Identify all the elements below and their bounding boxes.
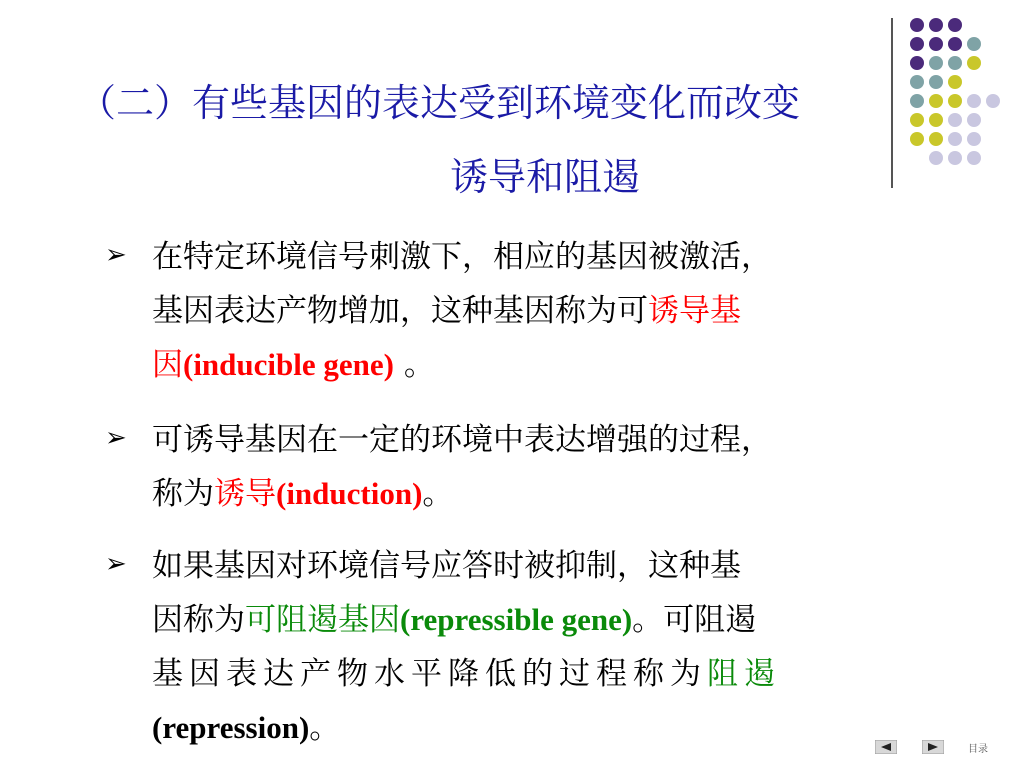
dot xyxy=(910,94,924,108)
dot xyxy=(948,75,962,89)
dot xyxy=(948,113,962,127)
dot xyxy=(929,37,943,51)
term-english: (inducible gene) xyxy=(183,347,394,382)
dot xyxy=(967,56,981,70)
slide-subtitle: 诱导和阻遏 xyxy=(450,155,641,199)
term-english: (induction) xyxy=(276,476,423,511)
term-highlight: 阻遏 xyxy=(707,656,781,692)
term-highlight: 诱导 xyxy=(214,476,276,512)
bullet-paragraph-3 xyxy=(152,539,952,755)
text-line: 在特定环境信号刺激下，相应的基因被激活， xyxy=(152,239,772,275)
previous-slide-button[interactable] xyxy=(875,740,897,754)
bullet-paragraph-2 xyxy=(152,413,952,521)
dot xyxy=(910,37,924,51)
text-line: 可诱导基因在一定的环境中表达增强的过程， xyxy=(152,422,772,458)
dot xyxy=(948,56,962,70)
contents-link[interactable]: 目录 xyxy=(968,744,988,755)
vertical-divider xyxy=(891,18,893,188)
dot xyxy=(948,37,962,51)
dot xyxy=(986,94,1000,108)
dot xyxy=(948,151,962,165)
dot xyxy=(910,56,924,70)
text-line: (repression)。 xyxy=(152,710,341,746)
text-line: 因称为可阻遏基因(repressible gene)。可阻遏 xyxy=(152,602,757,638)
dot xyxy=(967,113,981,127)
bullet-marker: ➢ xyxy=(105,423,127,453)
dot xyxy=(967,151,981,165)
term-highlight: 可阻遏基因 xyxy=(245,602,400,638)
dot xyxy=(929,113,943,127)
dot xyxy=(910,75,924,89)
text-line: 如果基因对环境信号应答时被抑制，这种基 xyxy=(152,548,741,584)
dot xyxy=(948,94,962,108)
dot xyxy=(929,132,943,146)
text-line: 因(inducible gene) 。 xyxy=(152,347,435,383)
dot xyxy=(910,113,924,127)
dot xyxy=(910,18,924,32)
bullet-marker: ➢ xyxy=(105,549,127,579)
dot xyxy=(929,94,943,108)
bullet-marker: ➢ xyxy=(105,240,127,270)
dot xyxy=(929,75,943,89)
dot xyxy=(948,18,962,32)
dot xyxy=(967,94,981,108)
dot xyxy=(929,18,943,32)
text-line: 基因表达产物增加，这种基因称为可诱导基 xyxy=(152,293,741,329)
slide-title: （二）有些基因的表达受到环境变化而改变 xyxy=(78,81,801,125)
dot xyxy=(929,56,943,70)
next-slide-button[interactable] xyxy=(922,740,944,754)
bullet-paragraph-1 xyxy=(152,230,952,392)
text-line: 基因表达产物水平降低的过程称为阻遏 xyxy=(152,656,781,692)
dot xyxy=(967,37,981,51)
text-line: 称为诱导(induction)。 xyxy=(152,476,454,512)
dot xyxy=(948,132,962,146)
dot xyxy=(967,132,981,146)
term-english: (repression) xyxy=(152,710,310,745)
term-english: (repressible gene) xyxy=(400,602,633,637)
term-highlight: 诱导基 xyxy=(648,293,741,329)
dot xyxy=(910,132,924,146)
dot xyxy=(929,151,943,165)
